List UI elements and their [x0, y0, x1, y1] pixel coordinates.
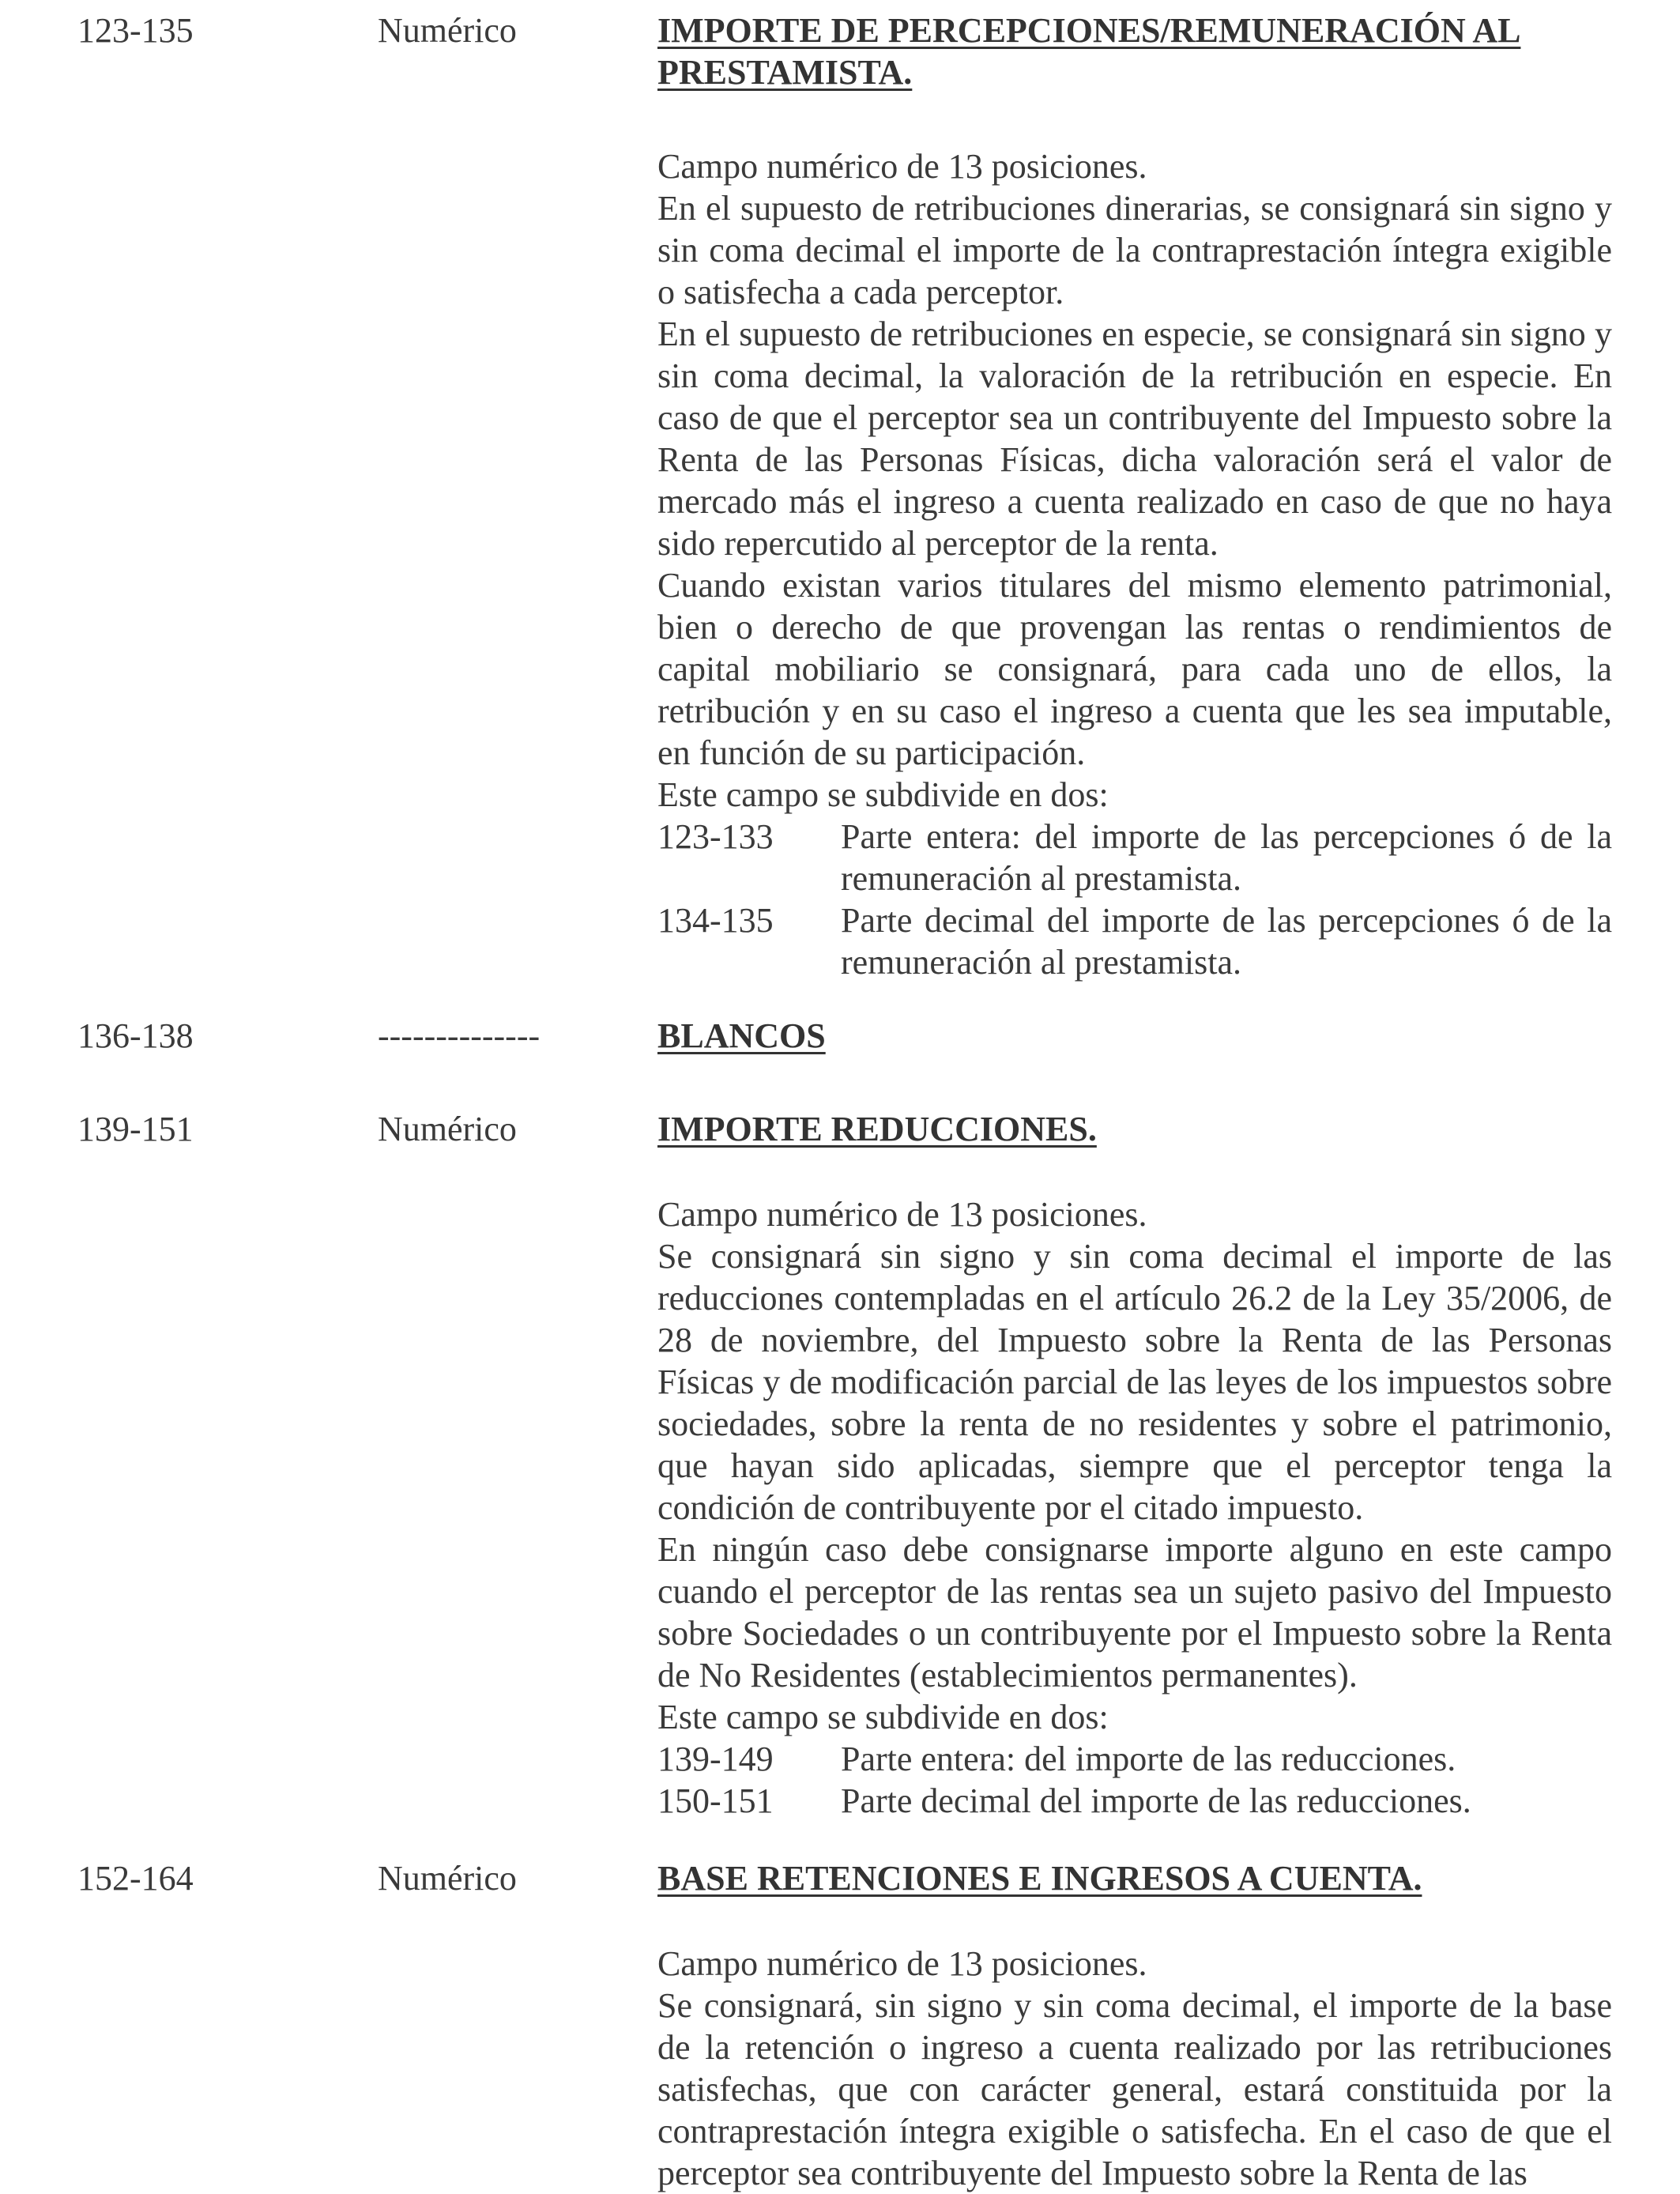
field-position: 152-164 — [77, 1859, 194, 1898]
field-title: IMPORTE REDUCCIONES. — [657, 1110, 1097, 1148]
field-description — [657, 145, 1612, 983]
field-type: Numérico — [378, 1859, 517, 1898]
paragraph: Cuando existan varios titulares del mismo elemento patrimonial, bien o derecho de que provengan las rentas o rendimientos de capital mobiliario se consignará, para cada uno de ellos, la retribución y en su caso el ingreso a cuenta que les sea imputable, en función de su participación. — [657, 566, 1612, 772]
field-position: 139-151 — [77, 1110, 194, 1148]
paragraph: Se consignará, sin signo y sin coma decimal, el importe de la base de la retención o ingreso a cuenta realizado por las retribuciones satisfechas, que con carácter general, estará constituida por la contraprestación íntegra exigible o satisfecha. En el caso de que el perceptor sea contribuyente del Impuesto sobre la Renta de las — [657, 1986, 1612, 2192]
subfield-text: Parte decimal del importe de las percepciones ó de la remuneración al prestamista. — [841, 901, 1612, 982]
paragraph: En ningún caso debe consignarse importe alguno en este campo cuando el perceptor de las rentas sea un sujeto pasivo del Impuesto sobre Sociedades o un contribuyente por el Impuesto sobre la Renta de No Residentes (establecimientos permanentes). — [657, 1530, 1612, 1695]
paragraph: Campo numérico de 13 posiciones. — [657, 1195, 1147, 1234]
subfield-row — [657, 816, 1612, 899]
paragraph: Campo numérico de 13 posiciones. — [657, 1944, 1147, 1983]
field-position: 123-135 — [77, 11, 194, 50]
subfield-row — [657, 899, 1612, 983]
paragraph: Este campo se subdivide en dos: — [657, 1698, 1109, 1736]
subfield-text: Parte entera: del importe de las reducciones. — [841, 1740, 1456, 1778]
subfield-range: 134-135 — [657, 901, 774, 940]
paragraph: Este campo se subdivide en dos: — [657, 775, 1109, 814]
subfield-text: Parte decimal del importe de las reducciones. — [841, 1781, 1471, 1820]
field-title: BASE RETENCIONES E INGRESOS A CUENTA. — [657, 1859, 1422, 1898]
paragraph: Se consignará sin signo y sin coma decimal el importe de las reducciones contempladas en el artículo 26.2 de la Ley 35/2006, de 28 de noviembre, del Impuesto sobre la Renta de las Personas Físicas y de modificación parcial de las leyes de los impuestos sobre sociedades, sobre la renta de no residentes y sobre el patrimonio, que hayan sido aplicadas, siempre que el perceptor tenga la condición de contribuyente por el citado impuesto. — [657, 1237, 1612, 1527]
subfield-range: 123-133 — [657, 817, 774, 856]
field-type: -------------- — [378, 1016, 541, 1055]
field-type: Numérico — [378, 1110, 517, 1148]
subfield-row — [657, 1738, 1612, 1780]
field-title: IMPORTE DE PERCEPCIONES/REMUNERACIÓN AL PRESTAMISTA. — [657, 11, 1521, 92]
paragraph: En el supuesto de retribuciones en especie, se consignará sin signo y sin coma decimal, la valoración de la retribución en especie. En caso de que el perceptor sea un contribuyente del Impuesto sobre la Renta de las Personas Físicas, dicha valoración será el valor de mercado más el ingreso a cuenta realizado en caso de que no haya sido repercutido al perceptor de la renta. — [657, 315, 1612, 563]
field-position: 136-138 — [77, 1016, 194, 1055]
subfield-range: 139-149 — [657, 1740, 774, 1778]
paragraph: En el supuesto de retribuciones dinerarias, se consignará sin signo y sin coma decimal el importe de la contraprestación íntegra exigible o satisfecha a cada perceptor. — [657, 189, 1612, 311]
field-description — [657, 1943, 1612, 2194]
field-title: BLANCOS — [657, 1016, 826, 1055]
paragraph: Campo numérico de 13 posiciones. — [657, 147, 1147, 186]
subfield-range: 150-151 — [657, 1781, 774, 1820]
subfield-row — [657, 1780, 1612, 1822]
field-type: Numérico — [378, 11, 517, 50]
subfield-text: Parte entera: del importe de las percepciones ó de la remuneración al prestamista. — [841, 817, 1612, 898]
field-description — [657, 1193, 1612, 1822]
